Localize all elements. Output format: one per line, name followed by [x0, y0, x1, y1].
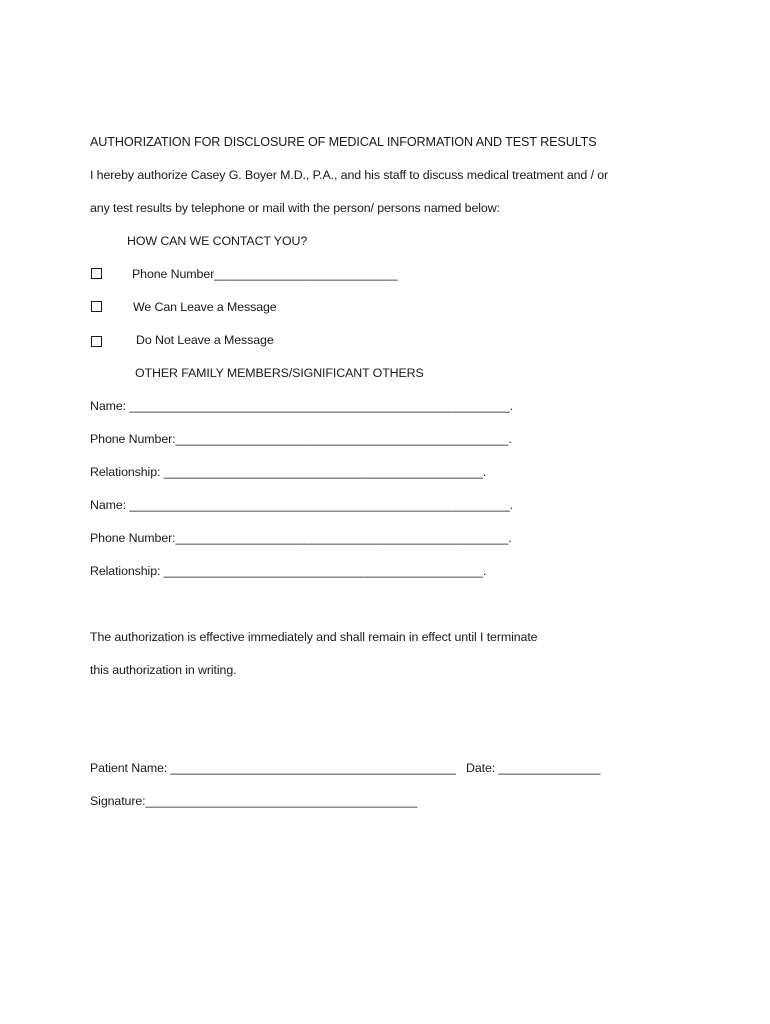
effective-text-line-1: The authorization is effective immediately and shall remain in effect until I terminate — [90, 630, 538, 644]
signature-field[interactable]: Signature:________________________________________ — [90, 794, 418, 808]
contact-heading: HOW CAN WE CONTACT YOU? — [127, 234, 308, 248]
other-name-field-2[interactable]: Name: ________________________________________________________. — [90, 498, 513, 512]
phone-number-option-label: Phone Number___________________________ — [132, 267, 398, 281]
leave-message-checkbox[interactable] — [91, 301, 102, 312]
phone-number-checkbox[interactable] — [91, 268, 102, 279]
do-not-leave-message-checkbox[interactable] — [91, 336, 102, 347]
other-relationship-field-1[interactable]: Relationship: _______________________________________________. — [90, 465, 487, 479]
date-field[interactable]: Date: _______________ — [466, 761, 601, 775]
patient-name-field[interactable]: Patient Name: __________________________________________ — [90, 761, 456, 775]
intro-text-line-1: I hereby authorize Casey G. Boyer M.D., P.A., and his staff to discuss medical treatment and / or — [90, 168, 609, 182]
intro-text-line-2: any test results by telephone or mail with the person/ persons named below: — [90, 201, 500, 215]
others-heading: OTHER FAMILY MEMBERS/SIGNIFICANT OTHERS — [135, 366, 424, 380]
other-name-field-1[interactable]: Name: ________________________________________________________. — [90, 399, 513, 413]
other-relationship-field-2[interactable]: Relationship: _______________________________________________. — [90, 564, 487, 578]
other-phone-field-1[interactable]: Phone Number:_________________________________________________. — [90, 432, 512, 446]
leave-message-option-label: We Can Leave a Message — [133, 300, 277, 314]
do-not-leave-message-option-label: Do Not Leave a Message — [136, 333, 274, 347]
other-phone-field-2[interactable]: Phone Number:_________________________________________________. — [90, 531, 512, 545]
form-title: AUTHORIZATION FOR DISCLOSURE OF MEDICAL INFORMATION AND TEST RESULTS — [90, 135, 597, 149]
effective-text-line-2: this authorization in writing. — [90, 663, 237, 677]
